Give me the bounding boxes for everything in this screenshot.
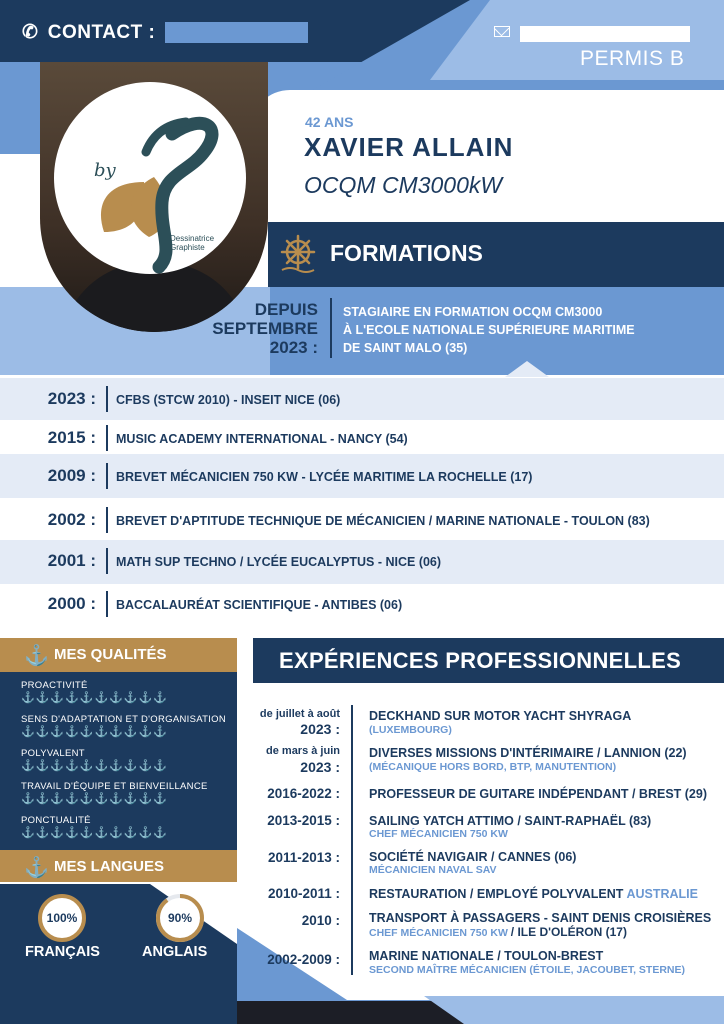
experience-location: AUSTRALIE (626, 887, 698, 901)
logo-badge (54, 82, 246, 274)
experience-title: DIVERSES MISSIONS D'INTÉRIMAIRE / LANNION (22) (369, 746, 687, 760)
logo-by-text: by (94, 160, 116, 181)
formation-row: 2023 : CFBS (STCW 2010) - INSEIT NICE (06) (0, 378, 724, 420)
quality-rating: ⚓⚓⚓⚓⚓⚓⚓⚓⚓⚓ (21, 793, 168, 805)
ship-wheel-icon (276, 232, 320, 276)
formation-row: 2001 : MATH SUP TECHNO / LYCÉE EUCALYPTUS - NICE (06) (0, 540, 724, 584)
experience-subtitle: (LUXEMBOURG) (369, 724, 452, 736)
full-name: XAVIER ALLAIN (304, 132, 514, 156)
current-formation-description: STAGIAIRE EN FORMATION OCQM CM3000 À L'ECOLE NATIONALE SUPÉRIEURE MARITIME DE SAINT MALO (35) (343, 305, 635, 355)
experience-title: DECKHAND SUR MOTOR YACHT SHYRAGA (369, 709, 632, 723)
experience-date: de mars à juin (266, 745, 340, 757)
experience-title: PROFESSEUR DE GUITARE INDÉPENDANT / BREST (29) (369, 787, 708, 801)
quality-label: PROACTIVITÉ (21, 680, 88, 691)
footer-shape-light (424, 996, 724, 1024)
experience-date-year: 2023 : (300, 759, 340, 775)
experience-date: 2013-2015 : (267, 813, 340, 828)
formation-row: 2015 : MUSIC ACADEMY INTERNATIONAL - NANCY (54) (0, 420, 724, 454)
experience-date: 2011-2013 : (267, 850, 340, 865)
experience-date: 2016-2022 : (267, 786, 340, 801)
experience-title: MARINE NATIONALE / TOULON-BREST (369, 949, 604, 963)
experience-date: 2010-2011 : (267, 886, 340, 901)
experience-date: 2002-2009 : (267, 952, 340, 967)
experience-date-year: 2023 : (300, 721, 340, 737)
current-formation-date: DEPUIS SEPTEMBRE 2023 : (212, 300, 318, 357)
experience-subtitle: (MÉCANIQUE HORS BORD, BTP, MANUTENTION) (369, 761, 617, 773)
profile-photo (40, 62, 268, 332)
french-percent: 100% (46, 911, 78, 925)
qualities-heading-bar (0, 638, 237, 672)
anchor-icon: ⚓ (24, 645, 49, 667)
experiences-heading: EXPÉRIENCES PROFESSIONNELLES (279, 648, 682, 673)
experience-subtitle: MÉCANICIEN NAVAL SAV (369, 864, 497, 876)
logo-caption: Dessinatrice Graphiste (170, 234, 215, 252)
quality-label: TRAVAIL D'ÉQUIPE ET BIENVEILLANCE (21, 781, 208, 792)
quality-label: POLYVALENT (21, 748, 85, 759)
quality-rating: ⚓⚓⚓⚓⚓⚓⚓⚓⚓⚓ (21, 827, 168, 839)
formation-row: 2002 : BREVET D'APTITUDE TECHNIQUE DE MÉCANICIEN / MARINE NATIONALE - TOULON (83) (0, 498, 724, 540)
formation-row: 2000 : BACCALAURÉAT SCIENTIFIQUE - ANTIBES (06) (0, 584, 724, 624)
formation-row: 2009 : BREVET MÉCANICIEN 750 KW - LYCÉE MARITIME LA ROCHELLE (17) (0, 454, 724, 498)
experience-title: TRANSPORT À PASSAGERS - SAINT DENIS CROISIÈRES (369, 911, 712, 925)
leaf-logo-icon (54, 82, 246, 274)
contact-label: ✆ CONTACT : (22, 22, 156, 43)
job-title: OCQM CM3000kW (304, 172, 503, 198)
mail-icon (494, 26, 510, 37)
phone-icon: ✆ (22, 22, 39, 43)
age: 42 ANS (305, 114, 354, 130)
experience-date: de juillet à août (259, 708, 340, 720)
quality-label: SENS D'ADAPTATION ET D'ORGANISATION (21, 714, 227, 725)
permis-label: PERMIS B (580, 47, 685, 70)
quality-rating: ⚓⚓⚓⚓⚓⚓⚓⚓⚓⚓ (21, 726, 168, 738)
qualities-heading: MES QUALITÉS (54, 646, 167, 663)
experience-subtitle: CHEF MÉCANICIEN 750 KW (369, 828, 508, 840)
anchor-icon: ⚓ (24, 857, 49, 879)
band-notch (505, 361, 549, 377)
quality-rating: ⚓⚓⚓⚓⚓⚓⚓⚓⚓⚓ (21, 760, 168, 772)
english-percent: 90% (167, 911, 193, 925)
languages-heading: MES LANGUES (54, 858, 165, 875)
language-english: ANGLAIS (142, 944, 208, 960)
email-redacted (520, 26, 690, 42)
formations-heading: FORMATIONS (330, 240, 483, 266)
quality-label: PONCTUALITÉ (21, 815, 91, 826)
experience-subtitle: CHEF MÉCANICIEN 750 KW / ILE D'OLÉRON (17) (369, 925, 627, 939)
experience-date: 2010 : (301, 913, 340, 928)
language-french: FRANÇAIS (25, 944, 100, 960)
experience-title: SOCIÉTÉ NAVIGAIR / CANNES (06) (369, 850, 577, 864)
experiences-separator (351, 705, 353, 975)
contact-redacted (165, 22, 308, 43)
languages-heading-bar (0, 850, 237, 884)
experience-title: SAILING YATCH ATTIMO / SAINT-RAPHAËL (83) (369, 814, 652, 828)
experience-title: RESTAURATION / EMPLOYÉ POLYVALENT AUSTRALIE (369, 887, 698, 901)
quality-rating: ⚓⚓⚓⚓⚓⚓⚓⚓⚓⚓ (21, 692, 168, 704)
current-formation-separator (330, 298, 332, 358)
experience-subtitle: SECOND MAÎTRE MÉCANICIEN (ÉTOILE, JACOUBET, STERNE) (369, 964, 685, 976)
